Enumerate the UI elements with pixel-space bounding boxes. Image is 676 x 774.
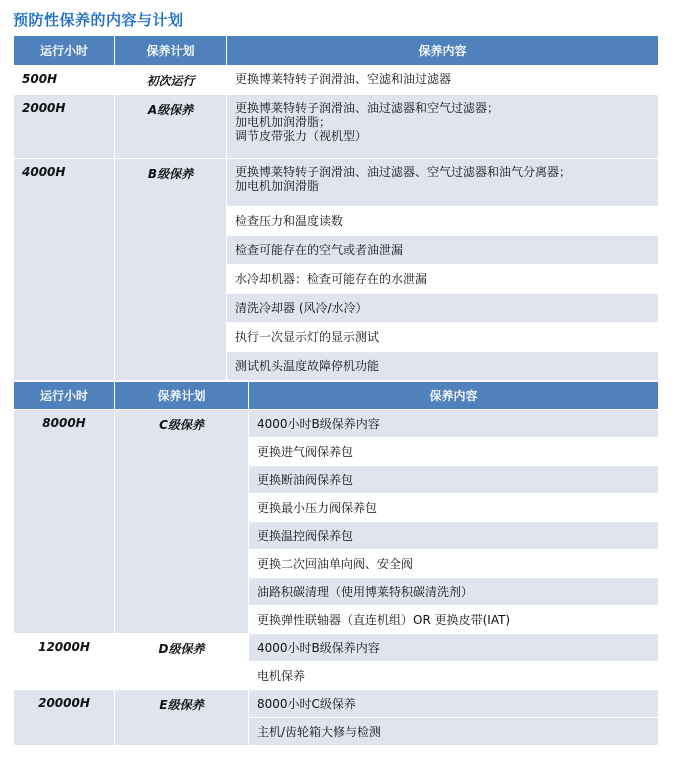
plan-cell: B级保养 xyxy=(115,159,227,381)
content-cell: 4000小时B级保养内容 xyxy=(249,410,659,438)
hours-cell: 12000H xyxy=(14,634,115,690)
content-cell: 更换博莱特转子润滑油、油过滤器、空气过滤器和油气分离器； 加电机加润滑脂 xyxy=(227,159,659,207)
header-plan: 保养计划 xyxy=(115,36,227,66)
content-cell: 更换温控阀保养包 xyxy=(249,522,659,550)
table-row xyxy=(14,159,659,207)
table-header-row xyxy=(14,36,659,66)
content-cell: 更换进气阀保养包 xyxy=(249,438,659,466)
content-cell: 更换断油阀保养包 xyxy=(249,466,659,494)
table-row xyxy=(14,410,659,438)
content-cell: 水冷却机器：检查可能存在的水泄漏 xyxy=(227,265,659,294)
content-cell: 执行一次显示灯的显示测试 xyxy=(227,323,659,352)
maintenance-table-2 xyxy=(13,381,659,746)
header-hours: 运行小时 xyxy=(14,382,115,410)
content-cell: 4000小时B级保养内容 xyxy=(249,634,659,662)
hours-cell: 4000H xyxy=(14,159,115,381)
content-cell: 更换博莱特转子润滑油、油过滤器和空气过滤器； 加电机加润滑脂； 调节皮带张力（视机型） xyxy=(227,95,659,159)
table-row xyxy=(14,95,659,159)
content-cell: 测试机头温度故障停机功能 xyxy=(227,352,659,381)
content-cell: 更换弹性联轴器（直连机组）OR 更换皮带(IAT) xyxy=(249,606,659,634)
table-row xyxy=(14,66,659,95)
table-row xyxy=(14,690,659,718)
header-content: 保养内容 xyxy=(227,36,659,66)
content-cell: 清洗冷却器 (风冷/水冷） xyxy=(227,294,659,323)
plan-cell: C级保养 xyxy=(115,410,249,634)
hours-cell: 2000H xyxy=(14,95,115,159)
plan-cell: A级保养 xyxy=(115,95,227,159)
content-cell: 检查可能存在的空气或者油泄漏 xyxy=(227,236,659,265)
hours-cell: 500H xyxy=(14,66,115,95)
content-cell: 主机/齿轮箱大修与检测 xyxy=(249,718,659,746)
content-cell: 检查压力和温度读数 xyxy=(227,207,659,236)
plan-cell: D级保养 xyxy=(115,634,249,690)
header-content: 保养内容 xyxy=(249,382,659,410)
header-hours: 运行小时 xyxy=(14,36,115,66)
content-cell: 更换最小压力阀保养包 xyxy=(249,494,659,522)
plan-cell: E级保养 xyxy=(115,690,249,746)
content-cell: 油路积碳清理（使用博莱特积碳清洗剂） xyxy=(249,578,659,606)
page-title: 预防性保养的内容与计划 xyxy=(13,11,184,29)
plan-cell: 初次运行 xyxy=(115,66,227,95)
hours-cell: 8000H xyxy=(14,410,115,634)
hours-cell: 20000H xyxy=(14,690,115,746)
table-row xyxy=(14,634,659,662)
table-header-row xyxy=(14,382,659,410)
content-cell: 更换博莱特转子润滑油、空滤和油过滤器 xyxy=(227,66,659,95)
content-cell: 电机保养 xyxy=(249,662,659,690)
content-cell: 更换二次回油单向阀、安全阀 xyxy=(249,550,659,578)
header-plan: 保养计划 xyxy=(115,382,249,410)
maintenance-table-1 xyxy=(13,35,659,381)
content-cell: 8000小时C级保养 xyxy=(249,690,659,718)
